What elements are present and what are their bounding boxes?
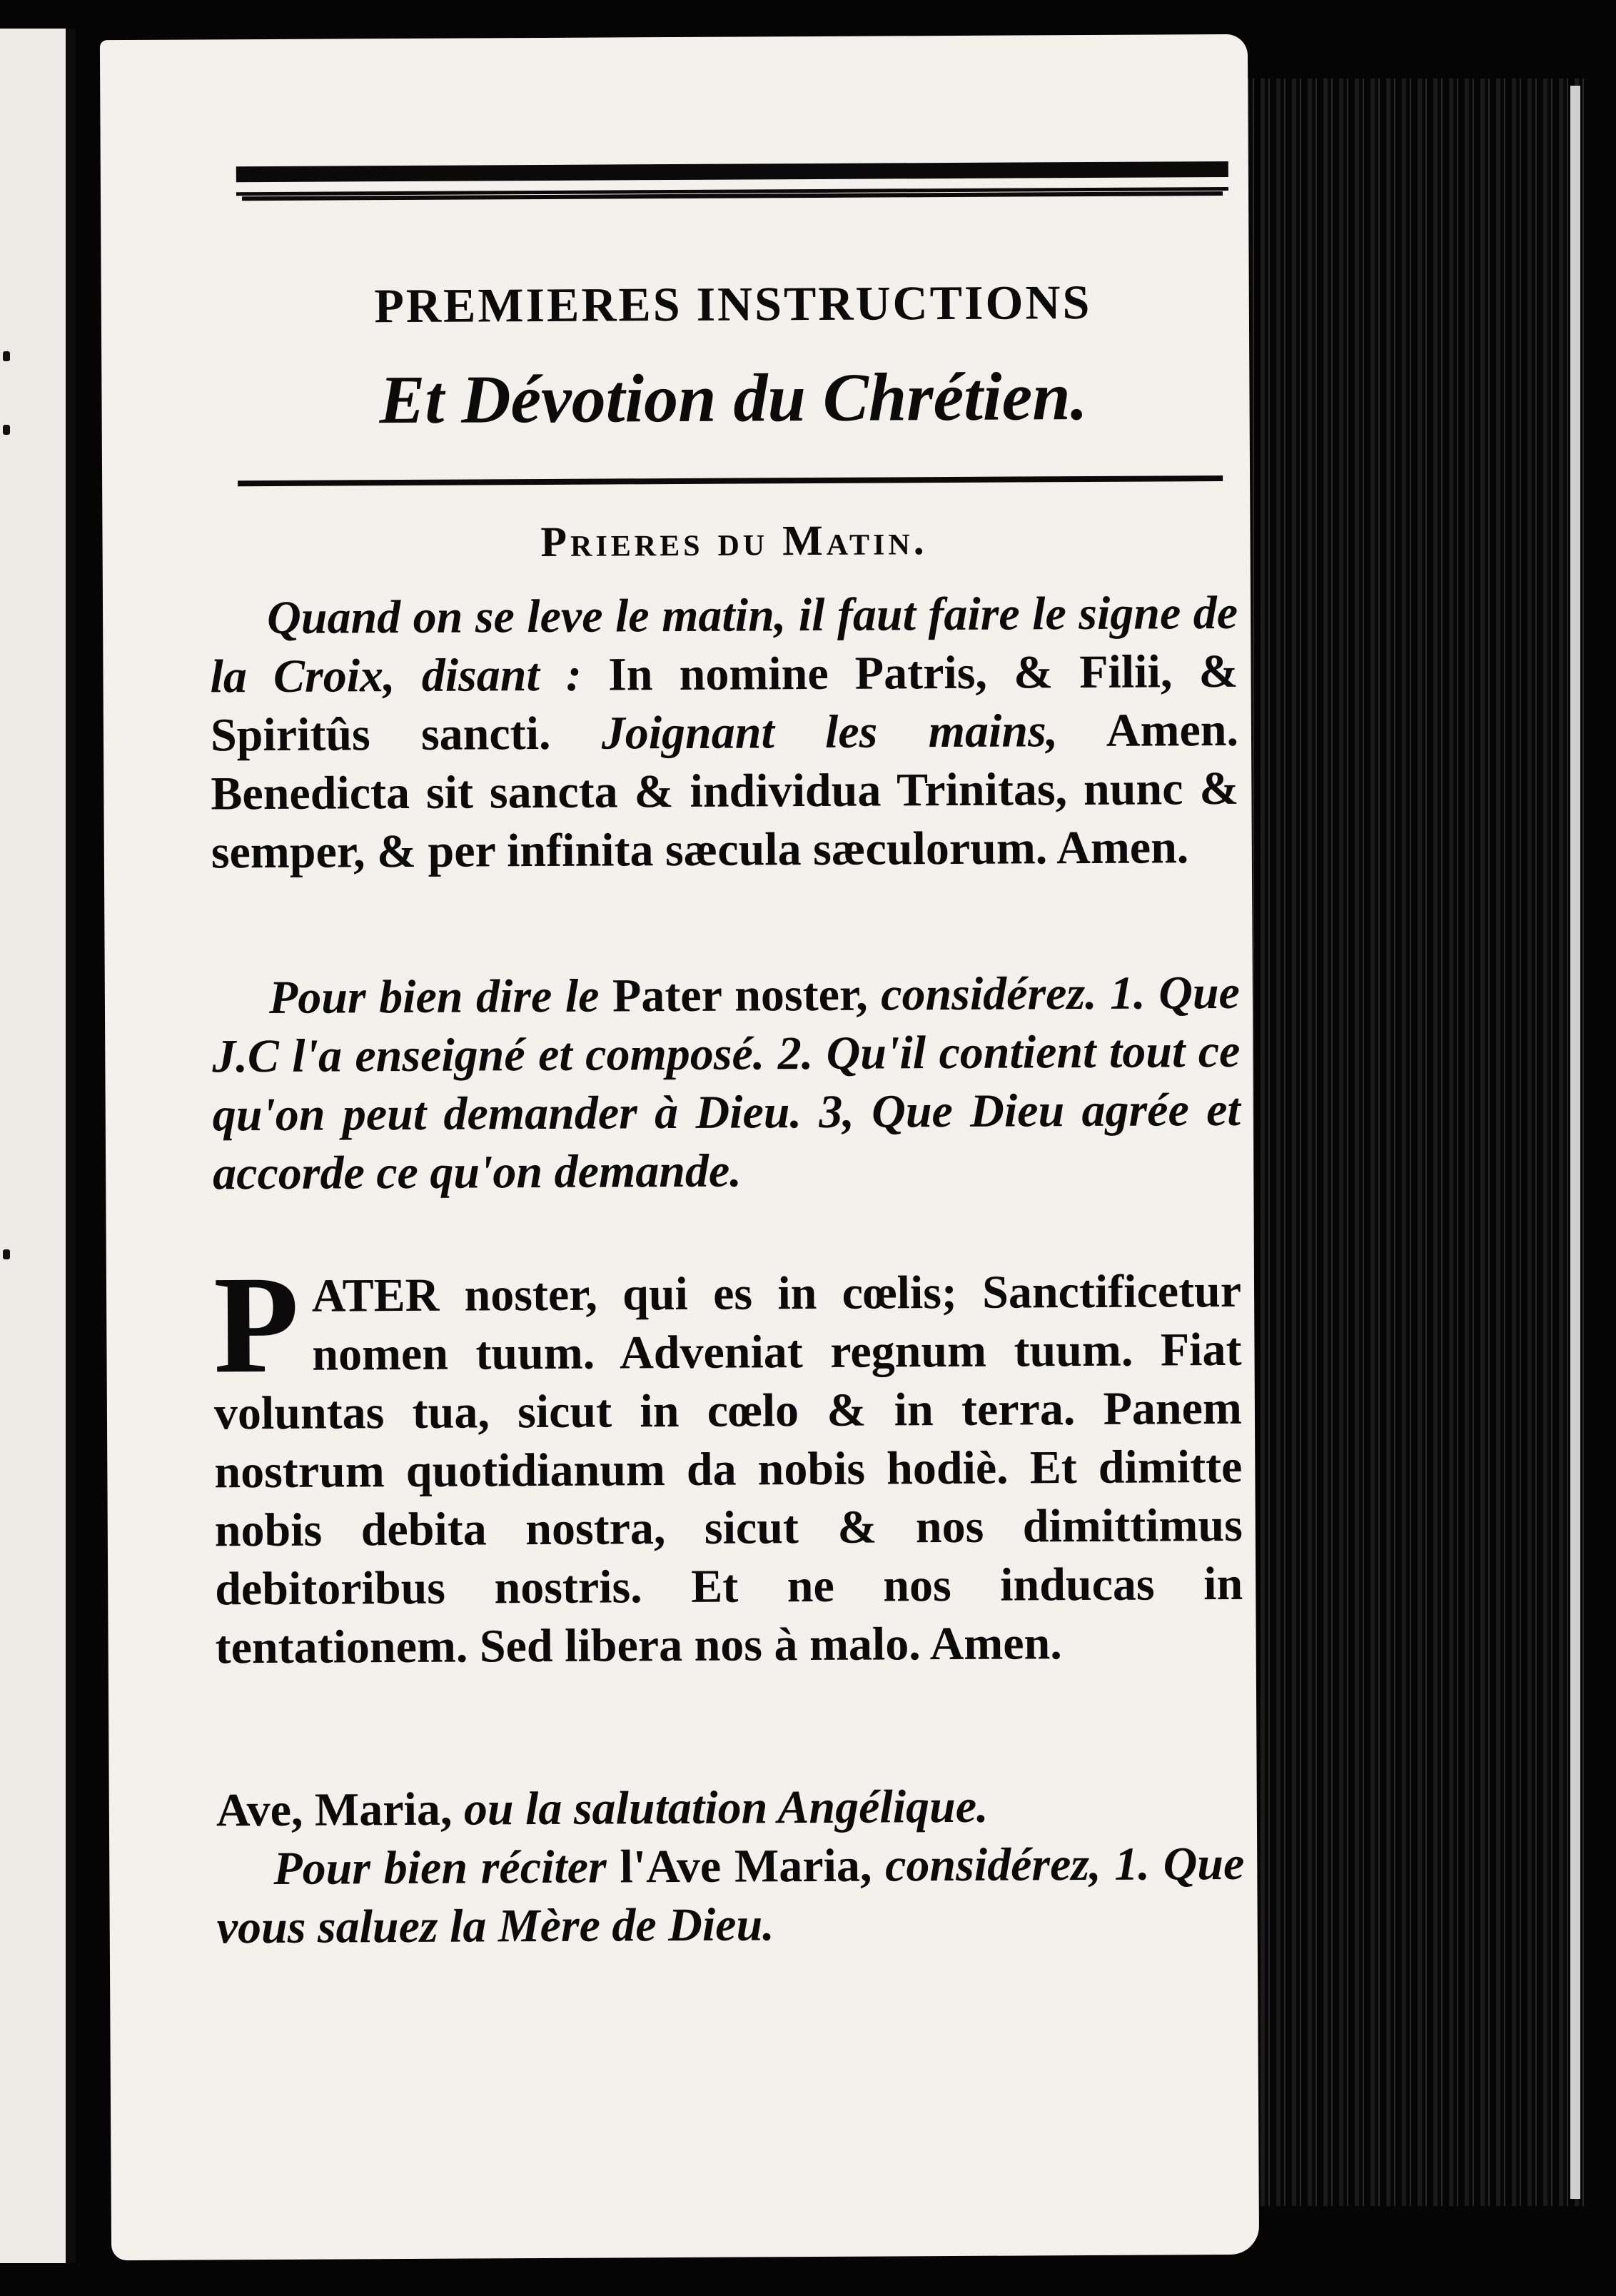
instruction-text: Pour bien dire le <box>268 970 600 1024</box>
separator-rule <box>238 475 1223 486</box>
drop-cap: P <box>213 1247 300 1403</box>
adjacent-page-edge <box>0 29 76 2263</box>
ave-maria-heading <box>216 1776 1244 1841</box>
ink-mark <box>3 425 10 435</box>
prayer-name: l'Ave Maria, <box>606 1839 886 1893</box>
instruction-text: Pour bien réciter <box>273 1841 607 1895</box>
prayer-name: Ave, Maria, <box>216 1783 453 1837</box>
instruction-text: considérez, 1. Que vous saluez la Mère de Dieu. <box>216 1837 1245 1954</box>
section-heading: Prieres du Matin. <box>540 516 928 566</box>
ink-mark <box>3 351 10 361</box>
book-spine-edge <box>1570 86 1580 2199</box>
page-subtitle: Et Dévotion du Chrétien. <box>379 357 1088 438</box>
pater-noster-prayer <box>213 1247 1243 1678</box>
prayer-text: In nomine Patris, & Filii, & Spiritûs sancti. <box>210 645 1238 762</box>
heading-italic: ou la salutation Angélique. <box>452 1780 989 1836</box>
instruction-text: Joignant les mains, <box>601 705 1059 760</box>
ave-instruction-paragraph <box>216 1835 1245 1958</box>
prayer-name: Pater noster, <box>599 968 882 1022</box>
pater-instruction-paragraph <box>212 964 1241 1204</box>
page-title: PREMIERES INSTRUCTIONS <box>374 274 1092 333</box>
book-page-edges <box>1213 79 1585 2206</box>
morning-prayer-paragraph <box>210 584 1239 882</box>
prayer-text: Amen. Benedicta sit sancta & individua Trinitas, nunc & semper, & per infinita sæcula sæculorum. Amen. <box>211 703 1239 879</box>
top-double-rule <box>236 161 1228 182</box>
instruction-text: Quand on se leve le matin, il faut faire le signe de la Croix, disant : <box>210 586 1238 703</box>
prayer-text: ATER noster, qui es in cœlis; Sanctificetur nomen tuum. Adveniat regnum tuum. Fiat voluntas tua, sicut in cœlo & in terra. Panem nostrum quotidianum da nobis hodiè. Et dimitte nobis debita nostra, sicut & nos dimittimus debitoribus nostris. Et ne nos inducas in tentationem. Sed libera nos à malo. Amen. <box>213 1264 1243 1674</box>
instruction-text: considérez. 1. Que J.C l'a enseigné et composé. 2. Qu'il contient tout ce qu'on peut demander à Dieu. 3, Que Dieu agrée et accorde ce qu'on demande. <box>212 966 1241 1200</box>
ink-mark <box>3 1249 10 1259</box>
book-page <box>100 34 1259 2260</box>
